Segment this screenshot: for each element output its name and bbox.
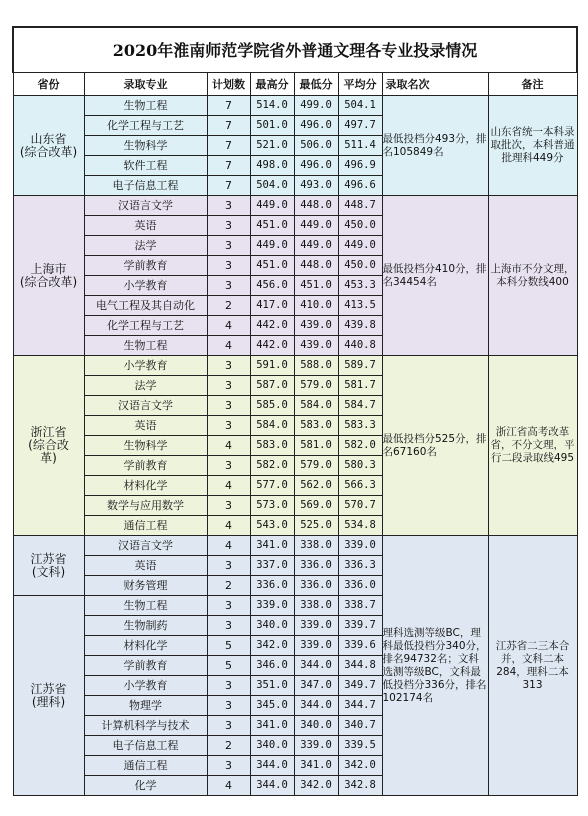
header-major: 录取专业 [84,73,207,96]
province-label: (综合改 [28,438,69,452]
major-cell: 英语 [84,416,207,436]
plan-cell: 3 [207,416,250,436]
max-score-cell: 587.0 [250,376,294,396]
major-cell: 数学与应用数学 [84,496,207,516]
avg-score-cell: 449.0 [338,236,382,256]
avg-score-cell: 342.8 [338,776,382,796]
max-score-cell: 591.0 [250,356,294,376]
avg-score-cell: 342.0 [338,756,382,776]
province-label: 江苏省 [30,551,67,566]
plan-cell: 3 [207,556,250,576]
max-score-cell: 514.0 [250,96,294,116]
major-cell: 英语 [84,556,207,576]
admission-table [12,26,578,796]
max-score-cell: 498.0 [250,156,294,176]
min-score-cell: 339.0 [294,636,338,656]
major-cell: 生物科学 [84,136,207,156]
province-label: (理科) [31,694,66,709]
major-cell: 物理学 [84,696,207,716]
plan-cell: 3 [207,456,250,476]
min-score-cell: 525.0 [294,516,338,536]
min-score-cell: 493.0 [294,176,338,196]
avg-score-cell: 450.0 [338,256,382,276]
major-cell: 生物工程 [84,96,207,116]
province-cell [13,596,84,796]
plan-cell: 3 [207,216,250,236]
major-cell: 计算机科学与技术 [84,716,207,736]
max-score-cell: 344.0 [250,756,294,776]
plan-cell: 3 [207,276,250,296]
plan-cell: 4 [207,436,250,456]
header-avg: 平均分 [338,73,382,96]
province-label: 浙江省 [30,425,67,439]
province-label: 革) [40,451,57,465]
max-score-cell: 341.0 [250,716,294,736]
major-cell: 法学 [84,376,207,396]
province-label: (综合改革) [19,274,78,289]
plan-cell: 4 [207,316,250,336]
plan-cell: 3 [207,396,250,416]
max-score-cell: 456.0 [250,276,294,296]
avg-score-cell: 349.7 [338,676,382,696]
max-score-cell: 451.0 [250,216,294,236]
min-score-cell: 569.0 [294,496,338,516]
header-max: 最高分 [250,73,294,96]
plan-cell: 7 [207,116,250,136]
major-cell: 汉语言文学 [84,196,207,216]
min-score-cell: 451.0 [294,276,338,296]
avg-score-cell: 336.0 [338,576,382,596]
plan-cell: 3 [207,376,250,396]
max-score-cell: 573.0 [250,496,294,516]
min-score-cell: 562.0 [294,476,338,496]
min-score-cell: 338.0 [294,596,338,616]
min-score-cell: 588.0 [294,356,338,376]
major-cell: 电子信息工程 [84,736,207,756]
province-cell [13,356,84,536]
min-score-cell: 448.0 [294,196,338,216]
rank-cell: 最低投档分525分，排名67160名 [382,356,488,536]
avg-score-cell: 439.8 [338,316,382,336]
max-score-cell: 442.0 [250,336,294,356]
plan-cell: 4 [207,776,250,796]
plan-cell: 2 [207,736,250,756]
max-score-cell: 501.0 [250,116,294,136]
plan-cell: 3 [207,616,250,636]
plan-cell: 5 [207,636,250,656]
min-score-cell: 341.0 [294,756,338,776]
province-cell [13,96,84,196]
plan-cell: 7 [207,136,250,156]
avg-score-cell: 448.7 [338,196,382,216]
note-cell: 山东省统一本科录取批次，本科普通批理科449分 [488,96,577,196]
province-cell [13,196,84,356]
plan-cell: 4 [207,476,250,496]
max-score-cell: 336.0 [250,576,294,596]
major-cell: 电气工程及其自动化 [84,296,207,316]
table-title: 2020年淮南师范学院省外普通文理各专业投录情况 [13,27,577,73]
header-plan: 计划数 [207,73,250,96]
header-province: 省份 [13,73,84,96]
rank-cell: 理科选测等级BC，理科最低投档分340分，排名94732名；文科选测等级BC，文科最低投档分336分，排名102174名 [382,536,488,796]
major-cell: 生物工程 [84,596,207,616]
plan-cell: 3 [207,596,250,616]
max-score-cell: 337.0 [250,556,294,576]
min-score-cell: 449.0 [294,236,338,256]
min-score-cell: 439.0 [294,336,338,356]
major-cell: 材料化学 [84,476,207,496]
province-label: 上海市 [30,261,67,276]
plan-cell: 3 [207,236,250,256]
note-cell: 上海市不分文理，本科分数线400 [488,196,577,356]
avg-score-cell: 344.8 [338,656,382,676]
max-score-cell: 342.0 [250,636,294,656]
province-label: (文科) [31,564,66,579]
plan-cell: 3 [207,356,250,376]
avg-score-cell: 453.3 [338,276,382,296]
avg-score-cell: 581.7 [338,376,382,396]
major-cell: 学前教育 [84,256,207,276]
max-score-cell: 585.0 [250,396,294,416]
min-score-cell: 439.0 [294,316,338,336]
min-score-cell: 581.0 [294,436,338,456]
max-score-cell: 345.0 [250,696,294,716]
table-body [13,96,577,796]
avg-score-cell: 440.8 [338,336,382,356]
plan-cell: 3 [207,196,250,216]
avg-score-cell: 580.3 [338,456,382,476]
max-score-cell: 504.0 [250,176,294,196]
max-score-cell: 521.0 [250,136,294,156]
header-note: 备注 [488,73,577,96]
min-score-cell: 340.0 [294,716,338,736]
plan-cell: 7 [207,156,250,176]
plan-cell: 3 [207,716,250,736]
min-score-cell: 579.0 [294,376,338,396]
major-cell: 小学教育 [84,276,207,296]
header-row [13,73,577,96]
avg-score-cell: 336.3 [338,556,382,576]
max-score-cell: 449.0 [250,196,294,216]
min-score-cell: 506.0 [294,136,338,156]
major-cell: 小学教育 [84,356,207,376]
avg-score-cell: 338.7 [338,596,382,616]
plan-cell: 3 [207,496,250,516]
avg-score-cell: 496.6 [338,176,382,196]
plan-cell: 3 [207,696,250,716]
max-score-cell: 344.0 [250,776,294,796]
min-score-cell: 339.0 [294,736,338,756]
note-cell: 浙江省高考改革省，不分文理，平行二段录取线495 [488,356,577,536]
min-score-cell: 499.0 [294,96,338,116]
min-score-cell: 579.0 [294,456,338,476]
avg-score-cell: 497.7 [338,116,382,136]
header-min: 最低分 [294,73,338,96]
avg-score-cell: 339.0 [338,536,382,556]
avg-score-cell: 583.3 [338,416,382,436]
avg-score-cell: 570.7 [338,496,382,516]
major-cell: 通信工程 [84,516,207,536]
max-score-cell: 340.0 [250,736,294,756]
avg-score-cell: 504.1 [338,96,382,116]
major-cell: 汉语言文学 [84,396,207,416]
major-cell: 生物工程 [84,336,207,356]
avg-score-cell: 534.8 [338,516,382,536]
plan-cell: 7 [207,96,250,116]
major-cell: 财务管理 [84,576,207,596]
major-cell: 化学工程与工艺 [84,116,207,136]
rank-cell: 最低投档分410分，排名34454名 [382,196,488,356]
table-row [13,196,577,216]
max-score-cell: 340.0 [250,616,294,636]
province-label: 江苏省 [30,681,67,696]
header-rank: 录取名次 [382,73,488,96]
min-score-cell: 449.0 [294,216,338,236]
max-score-cell: 351.0 [250,676,294,696]
plan-cell: 3 [207,676,250,696]
plan-cell: 2 [207,576,250,596]
max-score-cell: 341.0 [250,536,294,556]
avg-score-cell: 413.5 [338,296,382,316]
avg-score-cell: 339.7 [338,616,382,636]
province-label: 山东省 [30,131,67,146]
major-cell: 软件工程 [84,156,207,176]
major-cell: 通信工程 [84,756,207,776]
max-score-cell: 543.0 [250,516,294,536]
min-score-cell: 496.0 [294,116,338,136]
province-cell [13,536,84,596]
avg-score-cell: 589.7 [338,356,382,376]
plan-cell: 2 [207,296,250,316]
major-cell: 汉语言文学 [84,536,207,556]
avg-score-cell: 340.7 [338,716,382,736]
major-cell: 材料化学 [84,636,207,656]
avg-score-cell: 339.6 [338,636,382,656]
rank-cell: 最低投档分493分，排名105849名 [382,96,488,196]
major-cell: 电子信息工程 [84,176,207,196]
min-score-cell: 342.0 [294,776,338,796]
major-cell: 英语 [84,216,207,236]
min-score-cell: 336.0 [294,556,338,576]
avg-score-cell: 496.9 [338,156,382,176]
major-cell: 学前教育 [84,656,207,676]
avg-score-cell: 566.3 [338,476,382,496]
note-cell: 江苏省二三本合并，文科二本284，理科二本313 [488,536,577,796]
major-cell: 法学 [84,236,207,256]
avg-score-cell: 339.5 [338,736,382,756]
plan-cell: 4 [207,336,250,356]
min-score-cell: 339.0 [294,616,338,636]
max-score-cell: 583.0 [250,436,294,456]
table-row [13,96,577,116]
max-score-cell: 582.0 [250,456,294,476]
min-score-cell: 347.0 [294,676,338,696]
plan-cell: 3 [207,756,250,776]
plan-cell: 4 [207,516,250,536]
max-score-cell: 417.0 [250,296,294,316]
max-score-cell: 451.0 [250,256,294,276]
max-score-cell: 584.0 [250,416,294,436]
min-score-cell: 584.0 [294,396,338,416]
plan-cell: 4 [207,536,250,556]
avg-score-cell: 582.0 [338,436,382,456]
max-score-cell: 442.0 [250,316,294,336]
plan-cell: 3 [207,256,250,276]
major-cell: 生物科学 [84,436,207,456]
min-score-cell: 496.0 [294,156,338,176]
table-row [13,536,577,556]
max-score-cell: 449.0 [250,236,294,256]
plan-cell: 7 [207,176,250,196]
min-score-cell: 410.0 [294,296,338,316]
min-score-cell: 583.0 [294,416,338,436]
major-cell: 小学教育 [84,676,207,696]
min-score-cell: 344.0 [294,656,338,676]
major-cell: 化学 [84,776,207,796]
avg-score-cell: 584.7 [338,396,382,416]
major-cell: 生物制药 [84,616,207,636]
min-score-cell: 344.0 [294,696,338,716]
table-row [13,356,577,376]
plan-cell: 5 [207,656,250,676]
min-score-cell: 448.0 [294,256,338,276]
major-cell: 学前教育 [84,456,207,476]
avg-score-cell: 344.7 [338,696,382,716]
major-cell: 化学工程与工艺 [84,316,207,336]
max-score-cell: 577.0 [250,476,294,496]
max-score-cell: 339.0 [250,596,294,616]
max-score-cell: 346.0 [250,656,294,676]
avg-score-cell: 450.0 [338,216,382,236]
min-score-cell: 336.0 [294,576,338,596]
min-score-cell: 338.0 [294,536,338,556]
province-label: (综合改革) [19,144,78,159]
avg-score-cell: 511.4 [338,136,382,156]
